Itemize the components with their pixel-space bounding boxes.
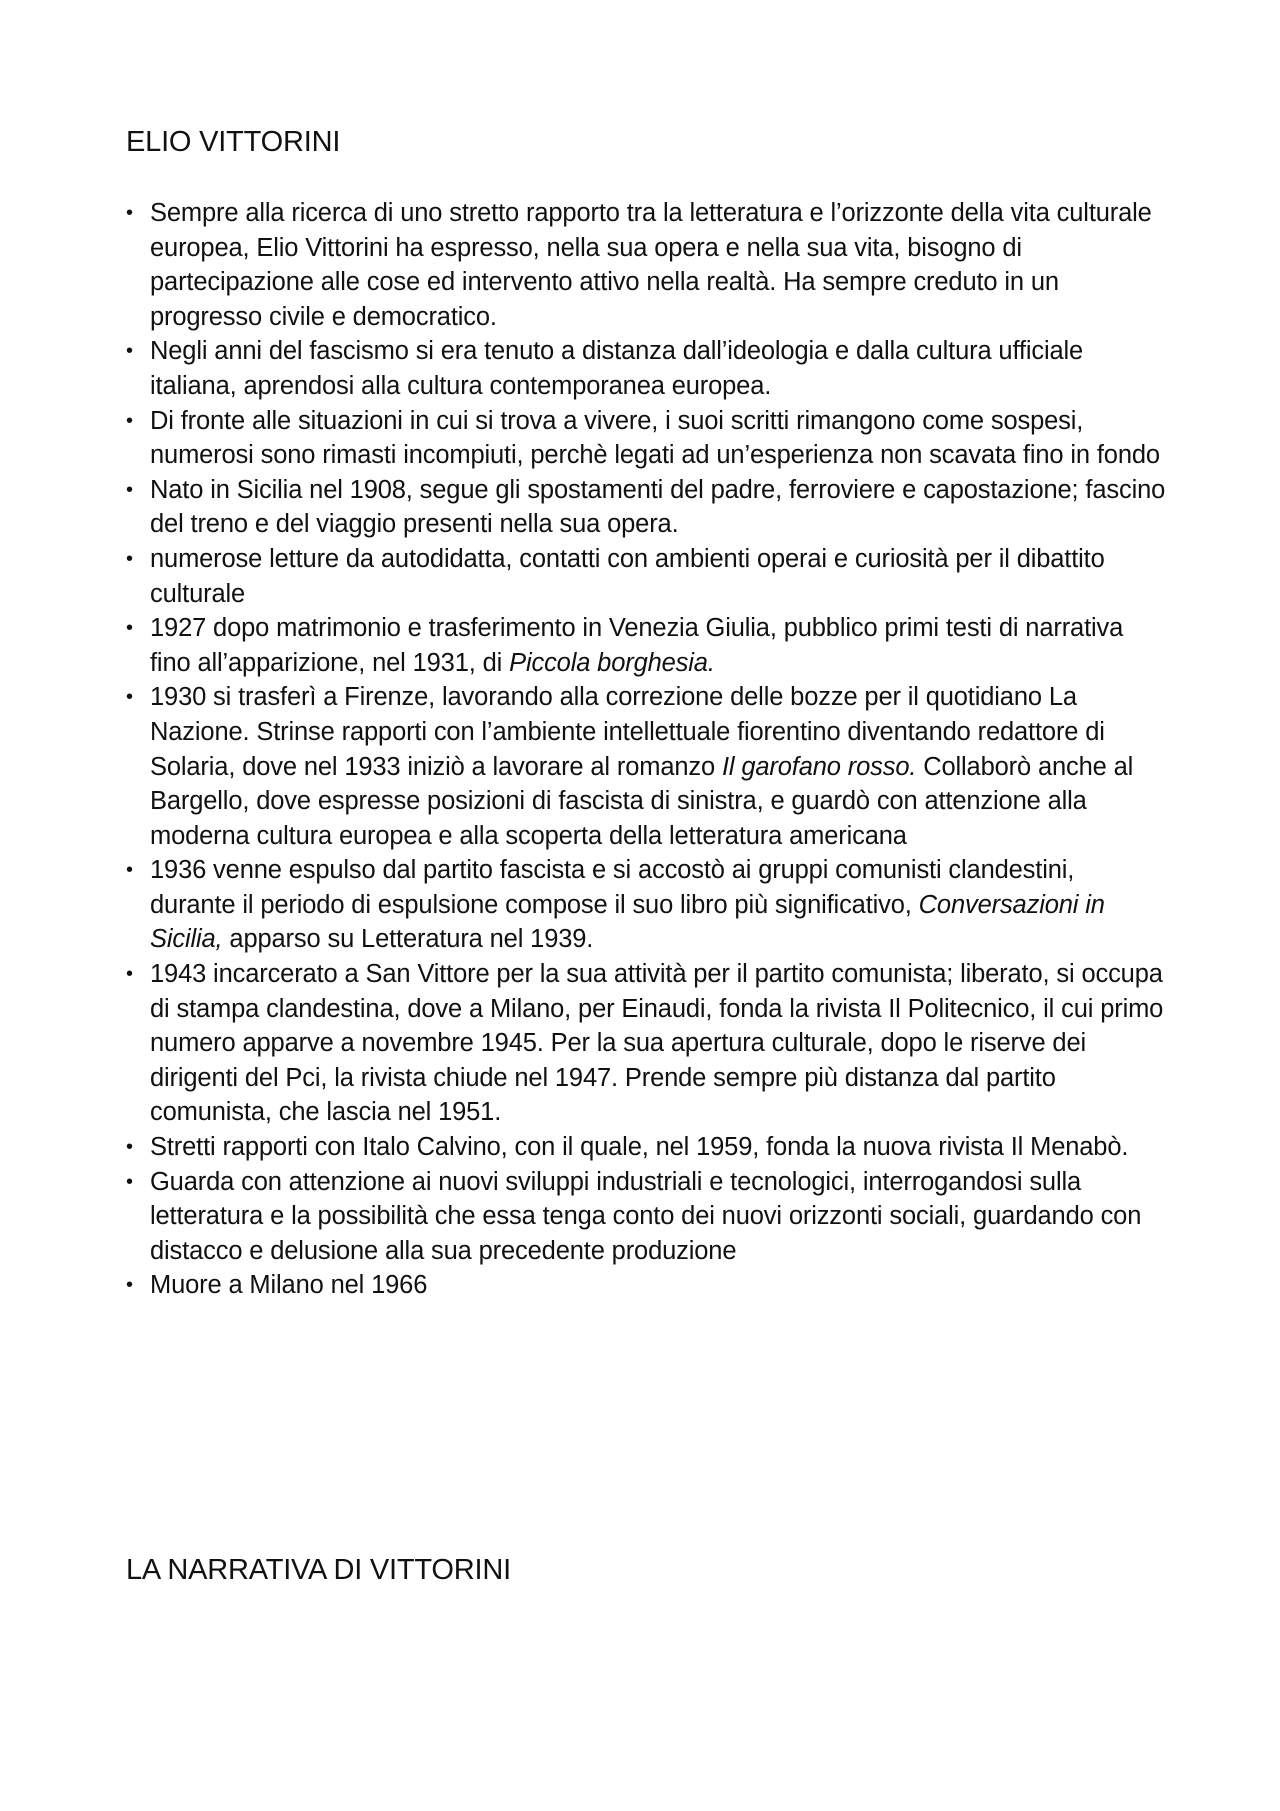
bullet-icon: • [126,963,133,986]
text-segment: Negli anni del fascismo si era tenuto a distanza dall’ideologia e dalla cultura ufficiale italiana, aprendosi alla cultura contemporanea europea. [150,337,1084,400]
italic-title: Il garofano rosso. [721,752,917,781]
list-item [126,473,1166,542]
bullet-icon: • [126,859,133,882]
text-segment: Nato in Sicilia nel 1908, segue gli spostamenti del padre, ferroviere e capostazione; fascino del treno e del viaggio presenti nella sua opera. [150,475,1166,539]
text-segment: Sempre alla ricerca di uno stretto rapporto tra la letteratura e l’orizzonte della vita culturale europea, Elio Vittorini ha espresso, nella sua opera e nella sua vita, bisogno di partecipazione alle cose ed intervento attivo nella realtà. Ha sempre creduto in un progresso civile e democratico. [150,199,1152,331]
list-item [126,196,1166,334]
section-heading-elio-vittorini: ELIO VITTORINI [126,126,341,158]
text-segment: Muore a Milano nel 1966 [150,1271,428,1300]
list-item-text [150,683,1133,849]
italic-title: Conversazioni in Sicilia, [150,890,1105,954]
list-item-text [150,614,1123,677]
list-item-text [150,1133,1128,1161]
list-item-text [150,407,1160,470]
bullet-icon: • [126,547,133,570]
list-item-text [150,856,1105,953]
text-segment: apparso su Letteratura nel 1939. [222,925,594,954]
list-item [126,404,1166,473]
list-item [126,1165,1166,1269]
bullet-icon: • [126,1170,133,1193]
text-segment: Guarda con attenzione ai nuovi sviluppi industriali e tecnologici, interrogandosi sulla letteratura e la possibilità che essa tenga conto dei nuovi orizzonti sociali, guardando con distacco e delusione alla sua precedente produzione [150,1167,1142,1265]
list-item-text [150,1271,427,1299]
text-segment: Stretti rapporti con Italo Calvino, con il quale, nel 1959, fonda la nuova rivista Il Menabò. [150,1133,1129,1162]
bullet-list [126,196,1166,1303]
list-item [126,611,1166,680]
bullet-icon: • [126,340,133,363]
bullet-icon: • [126,1274,133,1297]
bullet-icon: • [126,686,133,709]
text-segment: 1927 dopo matrimonio e trasferimento in Venezia Giulia, pubblico primi testi di narrativa fino all’apparizione, nel 1931, di [150,614,1124,677]
list-item [126,680,1166,853]
text-segment: 1936 venne espulso dal partito fascista e si accostò ai gruppi comunisti clandestini, durante il periodo di espulsione compose il suo libro più significativo, [150,856,1075,919]
list-item-text [150,337,1083,400]
text-segment: Collaborò anche al Bargello, dove espresse posizioni di fascista di sinistra, e guardò con attenzione alla moderna cultura europea e alla scoperta della letteratura americana [150,752,1134,850]
list-item-text [150,476,1165,539]
text-segment: numerose letture da autodidatta, contatti con ambienti operai e curiosità per il dibattito culturale [150,544,1105,608]
list-item [126,1130,1166,1165]
list-item [126,334,1166,403]
bullet-icon: • [126,1136,133,1159]
bullet-icon: • [126,478,133,501]
bullet-icon: • [126,617,133,640]
section-heading-la-narrativa: LA NARRATIVA DI VITTORINI [126,1554,511,1586]
list-item-text [150,199,1152,331]
list-item-text [150,545,1105,608]
list-item-text [150,960,1163,1126]
list-item [126,1268,1166,1303]
list-item [126,853,1166,957]
bullet-icon: • [126,409,133,432]
text-segment: 1930 si trasferì a Firenze, lavorando alla correzione delle bozze per il quotidiano La Nazione. Strinse rapporti con l’ambiente intellettuale fiorentino diventando redattore di Solaria, dove nel 1933 iniziò a lavorare al romanzo [150,683,1105,781]
bullet-icon: • [126,202,133,224]
list-item [126,957,1166,1130]
list-item [126,542,1166,611]
list-item-text [150,1168,1141,1265]
italic-title: Piccola borghesia. [509,648,715,677]
text-segment: Di fronte alle situazioni in cui si trova a vivere, i suoi scritti rimangono come sospesi, numerosi sono rimasti incompiuti, perchè legati ad un’esperienza non scavata fino in fondo [150,406,1160,470]
text-segment: 1943 incarcerato a San Vittore per la sua attività per il partito comunista; liberato, si occupa di stampa clandestina, dove a Milano, per Einaudi, fonda la rivista Il Politecnico, il cui primo numero apparve a novembre 1945. Per la sua apertura culturale, dopo le riserve dei dirigenti del Pci, la rivista chiude nel 1947. Prende sempre più distanza dal partito comunista, che lascia nel 1951. [150,960,1164,1127]
